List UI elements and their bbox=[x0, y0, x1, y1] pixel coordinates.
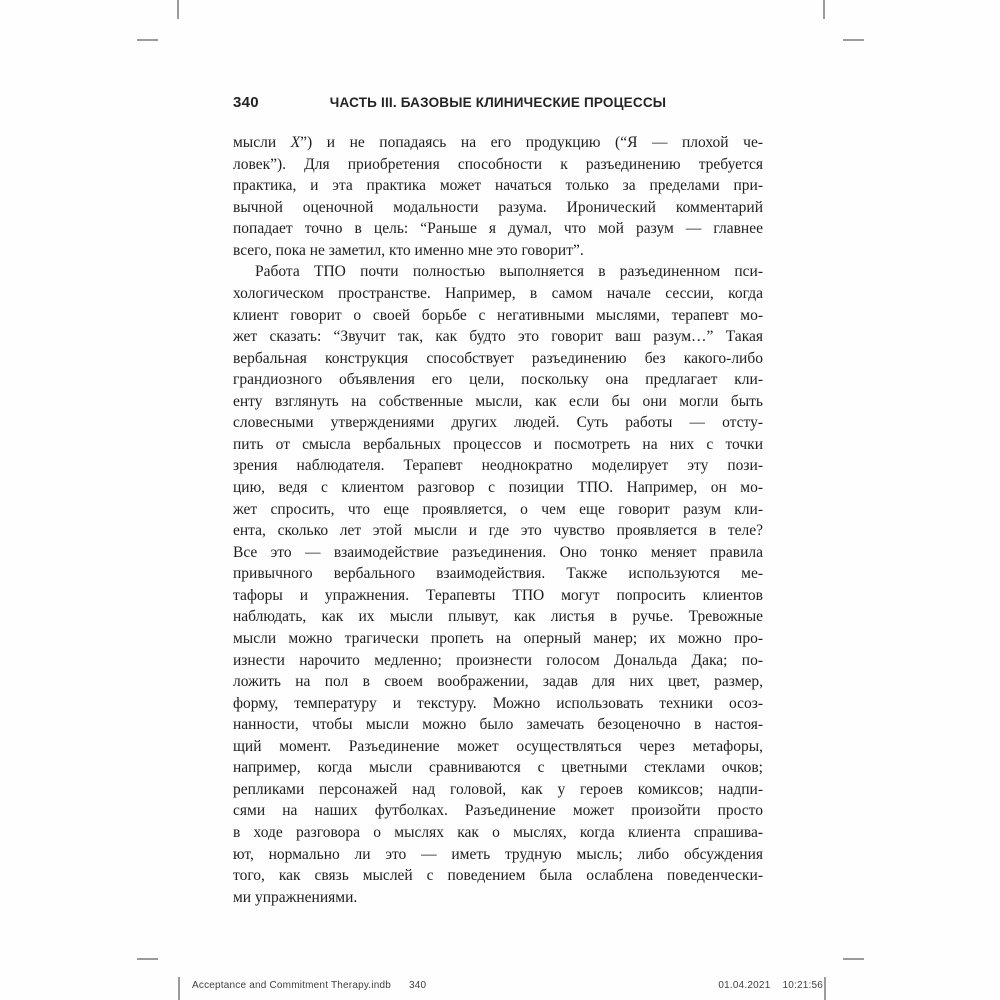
footer-page-number: 340 bbox=[409, 980, 427, 991]
body-line: зрения наблюдателя. Терапевт неоднократно моделирует эту пози- bbox=[233, 457, 763, 475]
body-line: словесными утверждениями других людей. Суть работы — отсту- bbox=[233, 414, 763, 432]
body-line: клиент говорит о своей борьбе с негативными мыслями, терапевт мо- bbox=[233, 306, 763, 324]
crop-mark-bottom-right-vertical bbox=[824, 977, 826, 1000]
page-number: 340 bbox=[233, 94, 259, 111]
body-line: хологическом пространстве. Например, в самом начале сессии, когда bbox=[233, 284, 763, 302]
crop-mark-bottom-left-vertical bbox=[178, 977, 180, 1000]
crop-mark-top-right-vertical bbox=[823, 0, 825, 19]
body-line: ложить на пол в своем воображении, задав для них цвет, размер, bbox=[233, 673, 763, 691]
body-line: того, как связь мыслей с поведением была ослаблена поведенчески- bbox=[233, 867, 763, 885]
body-line: попадает точно в цель: “Раньше я думал, что мой разум — главнее bbox=[233, 220, 763, 238]
body-line: Все это — взаимодействие разъединения. Оно тонко меняет правила bbox=[233, 543, 763, 561]
body-line: мысли можно трагически пропеть на оперный манер; их можно про- bbox=[233, 629, 763, 647]
body-line: форму, температуру и текстуру. Можно использовать техники осоз- bbox=[233, 694, 763, 712]
footer-date: 01.04.2021 bbox=[718, 980, 771, 991]
body-line: жет сказать: “Звучит так, как будто это говорит ваш разум…” Такая bbox=[233, 328, 763, 346]
crop-mark-top-right-horizontal bbox=[843, 39, 864, 41]
body-line: вычной оценочной модальности разума. Иронический комментарий bbox=[233, 198, 763, 216]
body-line: сями на наших футболках. Разъединение может произойти просто bbox=[233, 802, 763, 820]
body-line: грандиозного объявления его цели, поскольку она предлагает кли- bbox=[233, 371, 763, 389]
body-line: ми упражнениями. bbox=[233, 888, 358, 906]
body-line: вербальная конструкция способствует разъединению без какого-либо bbox=[233, 349, 763, 367]
running-head-title: ЧАСТЬ III. БАЗОВЫЕ КЛИНИЧЕСКИЕ ПРОЦЕССЫ bbox=[329, 95, 667, 110]
body-line: ют, нормально ли это — иметь трудную мысль; либо обсуждения bbox=[233, 845, 763, 863]
body-line: ловек”). Для приобретения способности к разъединению требуется bbox=[233, 155, 763, 173]
crop-mark-top-left-horizontal bbox=[137, 39, 158, 41]
crop-mark-top-left-vertical bbox=[177, 0, 179, 19]
crop-mark-bottom-left-horizontal bbox=[137, 958, 158, 960]
body-line: репликами персонажей над головой, как у героев комиксов; надпи- bbox=[233, 780, 763, 798]
footer-time: 10:21:56 bbox=[782, 980, 823, 991]
body-line: всего, пока не заметил, кто именно мне это говорит”. bbox=[233, 241, 584, 259]
body-line: жет спросить, что еще проявляется, о чем еще говорит разум кли- bbox=[233, 500, 763, 518]
text-block bbox=[233, 132, 763, 908]
running-header bbox=[233, 94, 763, 114]
body-line: например, когда мысли сравниваются с цветными стеклами очков; bbox=[233, 759, 763, 777]
body-line: цию, ведя с клиентом разговор с позиции ТПО. Например, он мо- bbox=[233, 479, 763, 496]
footer-file-info bbox=[192, 980, 426, 991]
body-line: наблюдать, как их мысли плывут, как листья в ручье. Тревожные bbox=[233, 608, 763, 626]
body-line: изнести нарочито медленно; произнести голосом Дональда Дака; по- bbox=[233, 651, 763, 669]
body-line: привычного вербального взаимодействия. Также используются ме- bbox=[233, 565, 763, 583]
body-line: ента, сколько лет этой мысли и где это чувство проявляется в теле? bbox=[233, 522, 763, 540]
body-line: Работа ТПО почти полностью выполняется в разъединенном пси- bbox=[255, 263, 763, 281]
footer-file-name: Acceptance and Commitment Therapy.indb bbox=[192, 980, 391, 991]
footer-timestamp bbox=[718, 980, 823, 991]
body-line: мысли X”) и не попадаясь на его продукцию (“Я — плохой че- bbox=[233, 134, 763, 151]
body-line: в ходе разговора о мыслях как о мыслях, когда клиента спрашива- bbox=[233, 824, 763, 841]
body-line: тафоры и упражнения. Терапевты ТПО могут попросить клиентов bbox=[233, 586, 763, 604]
body-line: практика, и эта практика может начаться только за пределами при- bbox=[233, 177, 763, 195]
body-line: пить от смысла вербальных процессов и посмотреть на них с точки bbox=[233, 435, 763, 453]
crop-mark-bottom-right-horizontal bbox=[843, 958, 864, 960]
body-line: щий момент. Разъединение может осуществляться через метафоры, bbox=[233, 737, 763, 755]
body-line: енту взглянуть на собственные мысли, как если бы они могли быть bbox=[233, 392, 763, 410]
body-line: нанности, чтобы мысли можно было замечать безоценочно в настоя- bbox=[233, 716, 763, 734]
